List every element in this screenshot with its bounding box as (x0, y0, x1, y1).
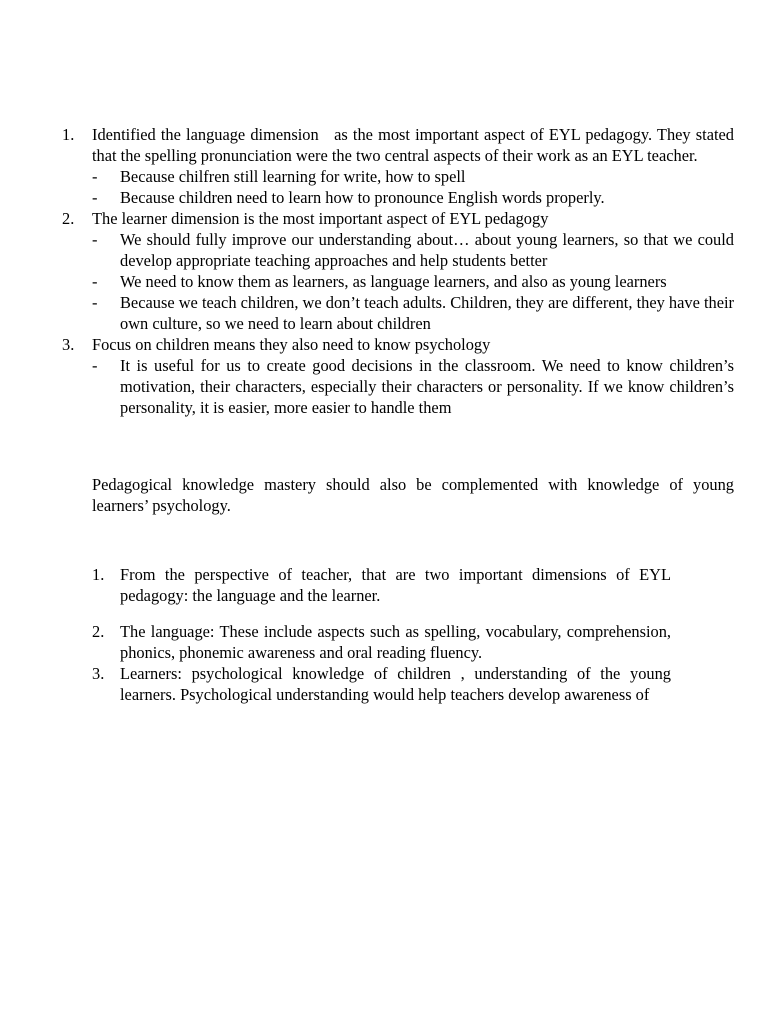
bullet-dash: - (92, 230, 98, 249)
bullet-item (92, 271, 734, 292)
list-item-text: The learner dimension is the most important aspect of EYL pedagogy (92, 209, 549, 228)
list-item (62, 124, 739, 166)
findings-list (62, 124, 739, 418)
dimensions-list (92, 564, 671, 705)
list-number: 2. (62, 209, 75, 228)
list-number: 3. (92, 664, 105, 683)
list-number: 3. (62, 335, 75, 354)
list-item (92, 663, 671, 705)
bullet-text: We should fully improve our understanding about… about young learners, so that we could develop appropriate teaching approaches and help students better (120, 230, 734, 270)
list-item-text: Learners: psychological knowledge of children , understanding of the young learners. Psychological understanding would help teachers develop awareness of (120, 664, 671, 704)
list-item (92, 564, 671, 606)
bullet-dash: - (92, 356, 98, 375)
bullet-item (92, 229, 734, 271)
list-item-text: Identified the language dimension as the most important aspect of EYL pedagogy. They stated that the spelling pronunciation were the two central aspects of their work as an EYL teacher. (92, 125, 739, 165)
bullet-text: We need to know them as learners, as language learners, and also as young learners (120, 272, 667, 291)
list-item-text: The language: These include aspects such as spelling, vocabulary, comprehension, phonics, phonemic awareness and oral reading fluency. (120, 622, 671, 662)
bullet-item (92, 355, 734, 418)
bullet-dash: - (92, 188, 98, 207)
summary-paragraph: Pedagogical knowledge mastery should also be complemented with knowledge of young learners’ psychology. (92, 475, 734, 515)
bullet-item (92, 166, 734, 187)
list-number: 2. (92, 622, 105, 641)
bullet-dash: - (92, 272, 98, 291)
list-item (92, 621, 671, 663)
bullet-dash: - (92, 293, 98, 312)
bullet-dash: - (92, 167, 98, 186)
list-item (62, 334, 734, 355)
spacer (92, 606, 671, 621)
list-item (62, 208, 734, 229)
bullet-text: Because we teach children, we don’t teach adults. Children, they are different, they have their own culture, so we need to learn about children (120, 293, 734, 333)
list-number: 1. (62, 125, 75, 144)
bullet-text: Because chilfren still learning for write, how to spell (120, 167, 466, 186)
bullet-text: Because children need to learn how to pronounce English words properly. (120, 188, 605, 207)
list-item-text: Focus on children means they also need to know psychology (92, 335, 491, 354)
bullet-item (92, 292, 734, 334)
bullet-text: It is useful for us to create good decisions in the classroom. We need to know children’s motivation, their characters, especially their characters or personality. If we know children’s personality, it is easier, more easier to handle them (120, 356, 734, 417)
list-number: 1. (92, 565, 105, 584)
list-item-text: From the perspective of teacher, that are two important dimensions of EYL pedagogy: the language and the learner. (120, 565, 671, 605)
bullet-item (92, 187, 734, 208)
